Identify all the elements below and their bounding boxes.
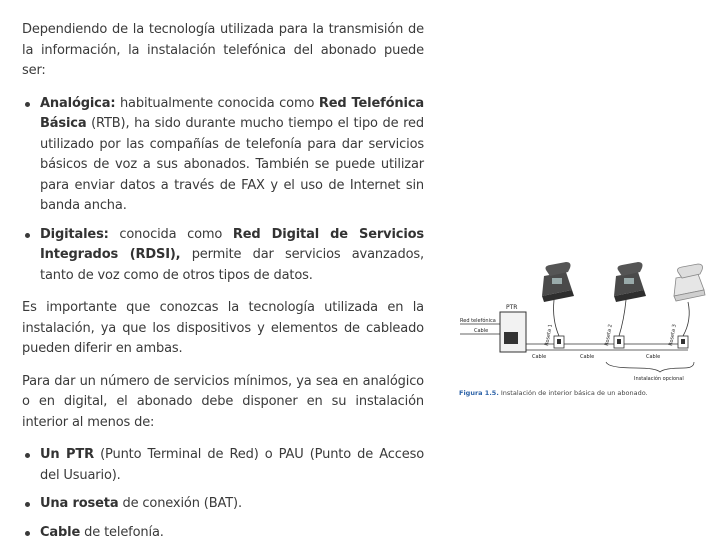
list-item-digitales: Digitales: conocida como Red Digital de Servicios Integrados (RDSI), permite dar servicios avanzados, tanto de voz como de otros tipos de datos. bbox=[22, 225, 424, 287]
telephone-icon bbox=[674, 264, 705, 301]
ptr-label: PTR bbox=[506, 304, 518, 311]
term-digitales: Digitales: bbox=[40, 226, 109, 242]
cable-label-1: Cable bbox=[532, 354, 547, 360]
roseta-3 bbox=[668, 324, 688, 348]
list-item-cable: Cable de telefonía. bbox=[22, 523, 424, 544]
instalacion-opcional-label: Instalación opcional bbox=[634, 376, 684, 382]
svg-text:Roseta 1: Roseta 1 bbox=[544, 323, 554, 347]
requirements-list bbox=[22, 445, 424, 543]
figure-caption bbox=[459, 389, 709, 398]
cable-label-3: Cable bbox=[646, 354, 661, 360]
term-rtb: Red Telefónica Básica bbox=[40, 95, 424, 131]
cable-in-label: Cable bbox=[474, 328, 489, 334]
services-paragraph: Para dar un número de servicios mínimos, ya sea en analógico o en digital, el abonado debe disponer en su instalación interior al menos de: bbox=[22, 373, 424, 430]
network-types-list bbox=[22, 94, 424, 287]
telephone-icon bbox=[542, 262, 574, 302]
technology-paragraph: Es importante que conozcas la tecnología utilizada en la instalación, ya que los dispositivos y elementos de cableado pueden diferir en ambas. bbox=[22, 300, 424, 356]
intro-paragraph: Dependiendo de la tecnología utilizada para la transmisión de la información, la instalación telefónica del abonado puede ser: bbox=[22, 22, 424, 78]
list-item-ptr: Un PTR (Punto Terminal de Red) o PAU (Punto de Acceso del Usuario). bbox=[22, 445, 424, 486]
svg-text:Roseta 3: Roseta 3 bbox=[668, 323, 678, 347]
list-item-roseta: Una roseta de conexión (BAT). bbox=[22, 494, 424, 515]
red-telefonica-label: Red telefónica bbox=[460, 318, 496, 324]
caption-number: Figura 1.5. bbox=[459, 389, 499, 397]
term-rdsi: Red Digital de Servicios Integrados (RDSI), bbox=[40, 226, 424, 262]
term-analogica: Analógica: bbox=[40, 95, 116, 111]
caption-text: Instalación de interior básica de un abonado. bbox=[498, 389, 648, 397]
telephone-icon bbox=[614, 262, 646, 302]
list-item-analogica: Analógica: habitualmente conocida como Red Telefónica Básica (RTB), ha sido durante mucho tiempo el tipo de red utilizado por las compañías de telefonía para dar servicios básicos de voz a sus abonados. También se puede utilizar para enviar datos a través de FAX y el uso de Internet sin banda ancha. bbox=[22, 94, 424, 217]
cable-label-2: Cable bbox=[580, 354, 595, 360]
roseta-1 bbox=[544, 324, 564, 348]
svg-text:Roseta 2: Roseta 2 bbox=[604, 323, 614, 347]
document-body bbox=[22, 20, 424, 555]
